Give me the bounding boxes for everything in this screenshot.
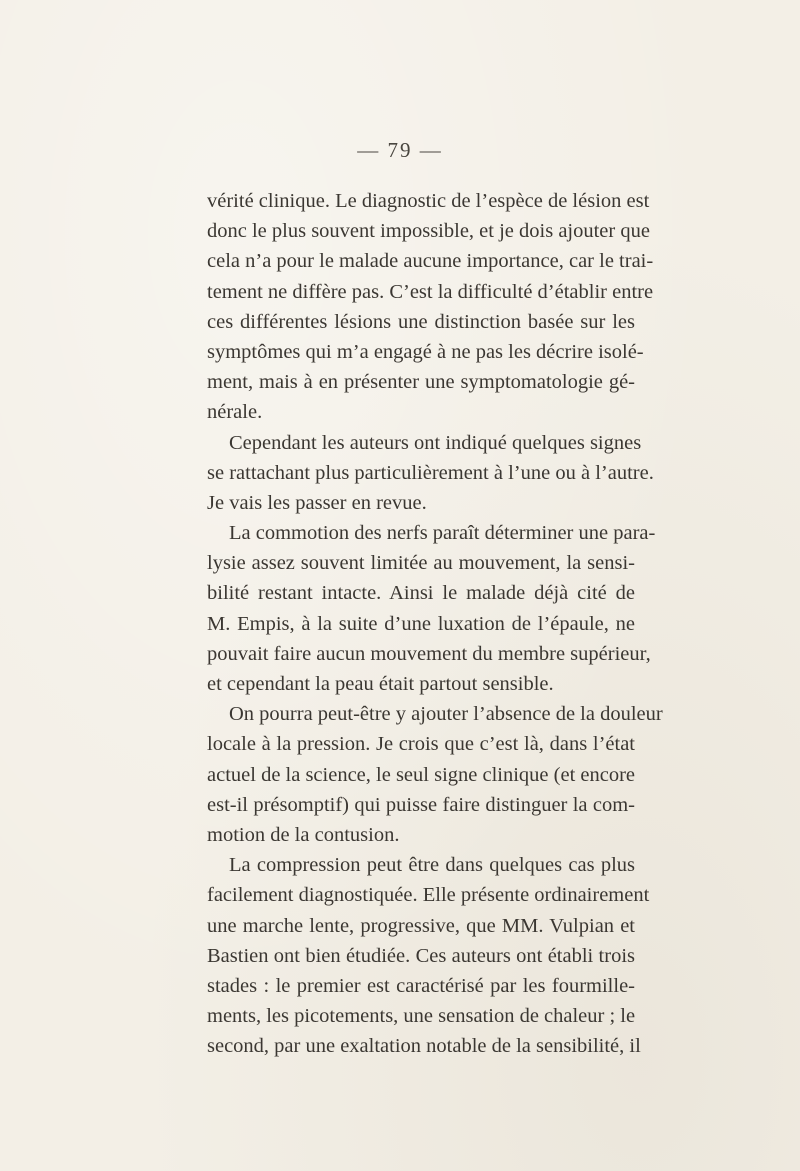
text-line: La compression peut être dans quelques cas plus <box>229 854 635 877</box>
text-line: se rattachant plus particulièrement à l’une ou à l’autre. <box>207 461 654 484</box>
text-line: Je vais les passer en revue. <box>207 491 427 514</box>
text-line: bilité restant intacte. Ainsi le malade déjà cité de <box>207 582 635 605</box>
text-line: On pourra peut-être y ajouter l’absence de la douleur <box>229 703 663 726</box>
text-line: Cependant les auteurs ont indiqué quelques signes <box>229 431 642 454</box>
text-line: lysie assez souvent limitée au mouvement, la sensi- <box>207 552 635 575</box>
text-line: ces différentes lésions une distinction basée sur les <box>207 310 635 333</box>
text-line: ments, les picotements, une sensation de chaleur ; le <box>207 1005 636 1028</box>
text-line: Bastien ont bien étudiée. Ces auteurs ont établi trois <box>207 944 635 967</box>
paragraph-3 <box>207 518 656 699</box>
text-line: une marche lente, progressive, que MM. Vulpian et <box>207 914 635 937</box>
page-number: — 79 — <box>357 138 443 162</box>
text-line: donc le plus souvent impossible, et je dois ajouter que <box>207 220 650 243</box>
text-line: est-il présomptif) qui puisse faire distinguer la com- <box>207 793 635 816</box>
paragraph-1 <box>207 186 654 428</box>
paragraph-5 <box>207 850 650 1061</box>
text-line: stades : le premier est caractérisé par les fourmille- <box>207 974 635 997</box>
text-line: symptômes qui m’a engagé à ne pas les décrire isolé- <box>207 340 644 363</box>
text-line: cela n’a pour le malade aucune importance, car le trai- <box>207 250 654 273</box>
text-line: ment, mais à en présenter une symptomatologie gé- <box>207 371 635 394</box>
text-line: facilement diagnostiquée. Elle présente ordinairement <box>207 884 650 907</box>
text-line: nérale. <box>207 401 263 424</box>
text-line: La commotion des nerfs paraît déterminer une para- <box>229 522 656 545</box>
text-line: locale à la pression. Je crois que c’est là, dans l’état <box>207 733 635 756</box>
paragraph-4 <box>207 699 663 850</box>
body-text <box>207 186 663 1061</box>
text-line: M. Empis, à la suite d’une luxation de l’épaule, ne <box>207 612 635 635</box>
text-line: actuel de la science, le seul signe clinique (et encore <box>207 763 636 786</box>
paragraph-2 <box>207 428 654 519</box>
text-line: et cependant la peau était partout sensible. <box>207 673 554 695</box>
text-line: vérité clinique. Le diagnostic de l’espèce de lésion est <box>207 190 650 212</box>
text-line: pouvait faire aucun mouvement du membre supérieur, <box>207 642 651 665</box>
text-line: motion de la contusion. <box>207 823 400 846</box>
text-line: tement ne diffère pas. C’est la difficulté d’établir entre <box>207 280 654 303</box>
text-line: second, par une exaltation notable de la sensibilité, il <box>207 1035 641 1058</box>
